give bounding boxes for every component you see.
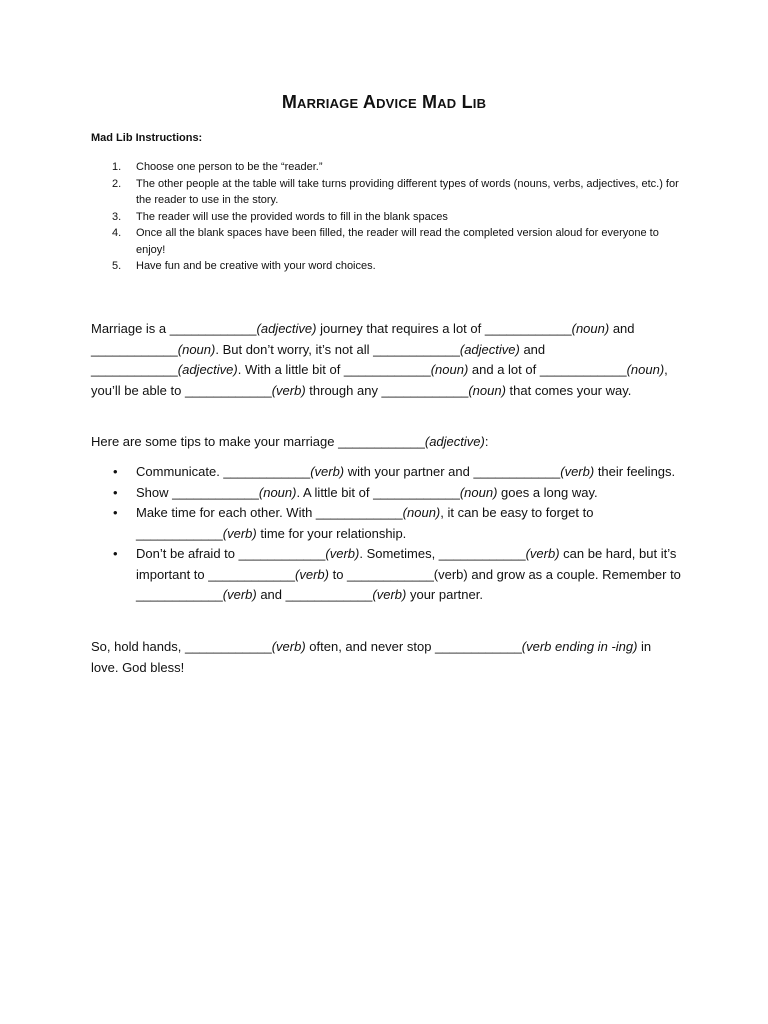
- instruction-number: 1.: [112, 161, 122, 173]
- word-type-hint: (verb): [372, 587, 407, 602]
- word-type-hint: (adjective): [256, 321, 317, 336]
- story-text: , you’ll be able to ____________: [91, 362, 668, 398]
- word-type-hint: (adjective): [459, 341, 520, 357]
- instruction-item: [112, 258, 682, 275]
- word-type-hint: (verb): [525, 546, 560, 561]
- bullet-icon: •: [113, 484, 118, 500]
- story-paragraph: [91, 319, 681, 401]
- tip-text: Don’t be afraid to ____________: [136, 546, 326, 561]
- story-text: . But don’t worry, it’s not all ____________: [215, 341, 460, 357]
- tips-intro: [91, 432, 681, 453]
- tip-item: [91, 503, 681, 544]
- word-type-hint: (noun): [177, 341, 216, 357]
- instructions-list: [112, 159, 682, 275]
- story-text: Marriage is a ____________: [91, 321, 257, 336]
- instruction-number: 3.: [112, 210, 122, 223]
- tip-text: with your partner and ____________: [344, 464, 561, 479]
- word-type-hint: (verb): [271, 382, 306, 398]
- word-type-hint: (noun): [468, 382, 506, 398]
- tip-text: , it can be easy to forget to ____________: [136, 505, 594, 541]
- tip-text: Make time for each other. With ____________: [136, 505, 403, 520]
- instruction-text: The other people at the table will take turns providing different types of words (nouns, verbs, adjectives, etc.) for the reader to use in the story.: [136, 177, 679, 206]
- instruction-text: Once all the blank spaces have been filled, the reader will read the completed version aloud for everyone to enjoy!: [136, 227, 659, 256]
- page-title: Marriage Advice Mad Lib: [281, 92, 487, 112]
- tip-text: goes a long way.: [497, 484, 598, 500]
- story-text: that comes your way.: [505, 382, 632, 398]
- tip-item: [91, 462, 681, 483]
- word-type-hint: (noun): [430, 362, 469, 377]
- tips-intro-text: :: [484, 434, 489, 449]
- word-type-hint: (noun): [626, 362, 665, 377]
- word-type-hint: (adjective): [177, 362, 238, 377]
- closing-paragraph: [91, 637, 681, 678]
- tip-item: [91, 483, 681, 504]
- tip-item: [91, 544, 681, 606]
- instruction-number: 4.: [112, 227, 122, 239]
- story-text: and a lot of ____________: [468, 362, 627, 377]
- story-text: and ____________: [91, 321, 635, 357]
- word-type-hint: (verb): [222, 587, 257, 602]
- word-type-hint: (verb): [295, 566, 329, 582]
- tip-text: . A little bit of ____________: [296, 484, 460, 500]
- story-text: through any ____________: [305, 382, 469, 398]
- bullet-icon: •: [113, 464, 118, 479]
- word-type-hint: (verb): [271, 639, 306, 654]
- tip-text: time for your relationship.: [256, 525, 407, 541]
- word-type-hint: (verb): [560, 464, 595, 479]
- bullet-icon: •: [113, 505, 118, 520]
- tip-text: your partner.: [406, 587, 483, 602]
- word-type-hint: (noun): [459, 484, 498, 500]
- closing-text: So, hold hands, ____________: [91, 639, 272, 654]
- instruction-text: Have fun and be creative with your word choices.: [136, 260, 376, 272]
- closing-text: often, and never stop ____________: [305, 639, 522, 654]
- instruction-item: [112, 209, 682, 226]
- tip-text: . Sometimes, ____________: [359, 546, 526, 561]
- instruction-item: [112, 225, 682, 258]
- closing-text: in love. God bless!: [91, 639, 652, 675]
- story-text: . With a little bit of ____________: [237, 362, 431, 377]
- tip-text: Show ____________: [136, 484, 259, 500]
- instruction-number: 5.: [112, 260, 122, 272]
- tip-text: Communicate. ____________: [136, 464, 311, 479]
- tip-text: to ____________(verb) and grow as a couple. Remember to ____________: [136, 566, 681, 602]
- tip-text: their feelings.: [594, 464, 676, 479]
- bullet-icon: •: [113, 546, 118, 561]
- instructions-heading: Mad Lib Instructions:: [91, 132, 203, 144]
- word-type-hint: (noun): [258, 484, 297, 500]
- story-text: journey that requires a lot of ____________: [316, 321, 572, 336]
- word-type-hint: (verb): [325, 546, 360, 561]
- word-type-hint: (verb): [222, 525, 257, 541]
- word-type-hint: (verb ending in -ing): [521, 639, 638, 654]
- instruction-item: [112, 176, 682, 209]
- word-type-hint: (verb): [310, 464, 345, 479]
- tip-text: can be hard, but it’s important to ____________: [136, 546, 677, 582]
- tips-intro-text: Here are some tips to make your marriage ____________: [91, 434, 425, 449]
- word-type-hint: (noun): [571, 321, 610, 336]
- story-text: and ____________: [91, 341, 546, 377]
- word-type-hint: (adjective): [424, 434, 485, 449]
- tips-list: [91, 462, 681, 606]
- instruction-text: The reader will use the provided words to fill in the blank spaces: [136, 210, 448, 223]
- tip-text: and ____________: [256, 587, 373, 602]
- instruction-number: 2.: [112, 177, 122, 190]
- instruction-item: [112, 159, 682, 176]
- word-type-hint: (noun): [402, 505, 441, 520]
- instruction-text: Choose one person to be the “reader.”: [136, 161, 323, 173]
